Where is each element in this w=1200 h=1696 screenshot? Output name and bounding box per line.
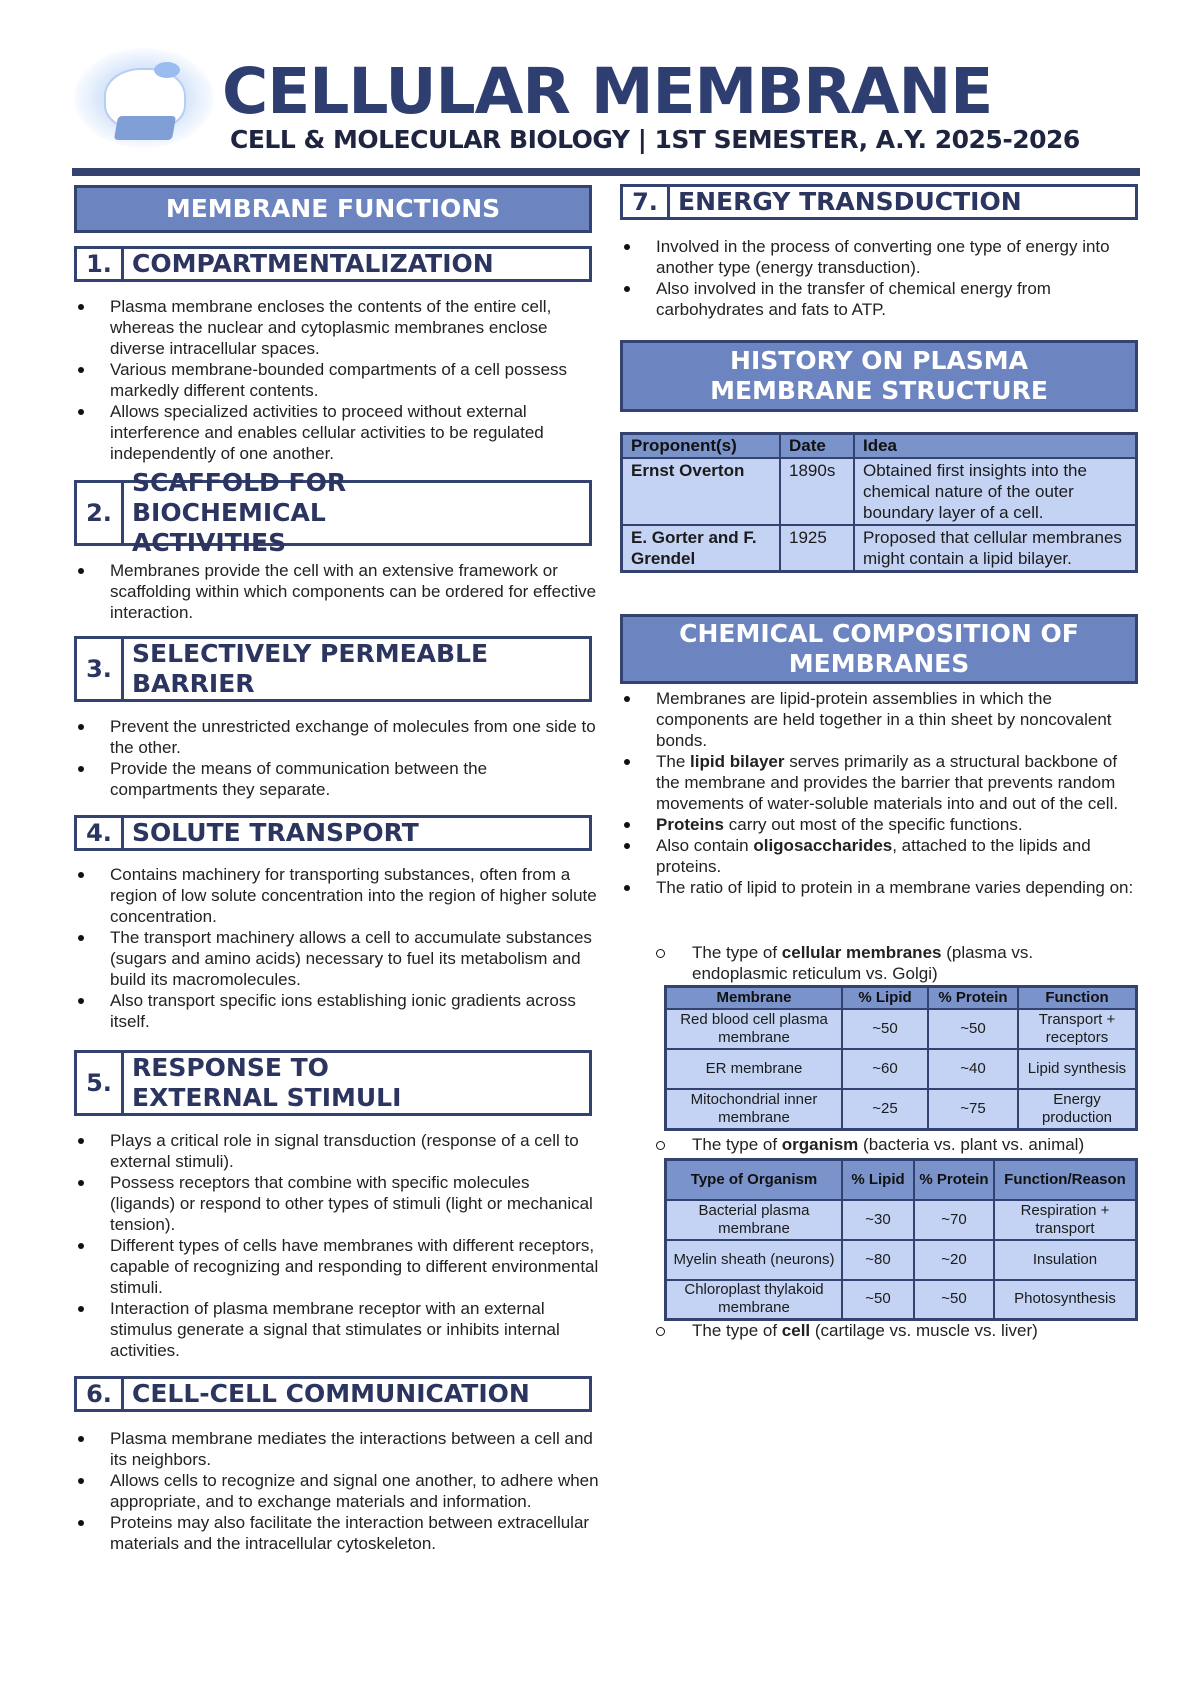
list-item: Contains machinery for transporting substances, often from a region of low solute concentration into the region of higher solute concentration. bbox=[74, 864, 599, 927]
table-cell: Lipid synthesis bbox=[1018, 1049, 1137, 1089]
ratio-sublist-3 bbox=[656, 1320, 1136, 1341]
list-item: Plasma membrane encloses the contents of the entire cell, whereas the nuclear and cytoplasmic membranes enclose diverse intracellular spaces. bbox=[74, 296, 599, 359]
section-6-header bbox=[74, 1376, 592, 1412]
table-row bbox=[622, 525, 1137, 572]
table-cell: ~75 bbox=[928, 1089, 1018, 1129]
table-cell: ~80 bbox=[842, 1240, 914, 1280]
membrane-ratio-table bbox=[664, 985, 1138, 1131]
section-5-list bbox=[74, 1130, 599, 1361]
list-item: Involved in the process of converting one type of energy into another type (energy transduction). bbox=[620, 236, 1140, 278]
table-header-row bbox=[666, 1160, 1137, 1200]
table-row bbox=[666, 1280, 1137, 1320]
table-cell: ~60 bbox=[842, 1049, 928, 1089]
list-item: Plasma membrane mediates the interactions between a cell and its neighbors. bbox=[74, 1428, 599, 1470]
table-cell: Bacterial plasma membrane bbox=[666, 1200, 843, 1240]
column-header: % Protein bbox=[928, 987, 1018, 1010]
table-cell: ~20 bbox=[914, 1240, 994, 1280]
composition-banner: CHEMICAL COMPOSITION OF MEMBRANES bbox=[620, 614, 1138, 684]
table-row bbox=[622, 458, 1137, 525]
page-title: CELLULAR MEMBRANE bbox=[222, 55, 993, 128]
table-cell: Respiration + transport bbox=[994, 1200, 1137, 1240]
table-cell: 1925 bbox=[780, 525, 854, 572]
mascot-bow bbox=[154, 62, 180, 78]
list-item: Proteins may also facilitate the interaction between extracellular materials and the intracellular cytoskeleton. bbox=[74, 1512, 599, 1554]
table-cell: Energy production bbox=[1018, 1089, 1137, 1129]
list-item: The transport machinery allows a cell to accumulate substances (sugars and amino acids) necessary to fuel its metabolism and build its macromolecules. bbox=[74, 927, 599, 990]
list-item: Various membrane-bounded compartments of a cell possess markedly different contents. bbox=[74, 359, 599, 401]
table-cell: ~30 bbox=[842, 1200, 914, 1240]
section-title: ENERGY TRANSDUCTION bbox=[678, 187, 1022, 216]
section-title: CELL-CELL COMMUNICATION bbox=[132, 1379, 530, 1408]
list-item: Allows cells to recognize and signal one another, to adhere when appropriate, and to exchange materials and information. bbox=[74, 1470, 599, 1512]
section-2-list bbox=[74, 560, 599, 623]
column-header: Membrane bbox=[666, 987, 843, 1010]
list-item: Proteins carry out most of the specific functions. bbox=[620, 814, 1140, 835]
section-number: 3. bbox=[77, 639, 124, 699]
table-row bbox=[666, 1009, 1137, 1049]
page-subtitle: CELL & MOLECULAR BIOLOGY | 1ST SEMESTER, A.Y. 2025-2026 bbox=[230, 125, 1080, 154]
list-item: Also contain oligosaccharides, attached to the lipids and proteins. bbox=[620, 835, 1140, 877]
section-4-header bbox=[74, 815, 592, 851]
list-item: Allows specialized activities to proceed without external interference and enables cellular activities to be regulated independently of one another. bbox=[74, 401, 599, 464]
table-cell: ~50 bbox=[842, 1280, 914, 1320]
table-row bbox=[666, 1049, 1137, 1089]
table-cell: ~50 bbox=[914, 1280, 994, 1320]
table-header-row bbox=[622, 434, 1137, 459]
section-title: COMPARTMENTALIZATION bbox=[132, 249, 494, 278]
table-row bbox=[666, 1089, 1137, 1129]
ratio-sublist-2 bbox=[656, 1134, 1136, 1155]
list-item: Also involved in the transfer of chemical energy from carbohydrates and fats to ATP. bbox=[620, 278, 1140, 320]
section-7-header bbox=[620, 184, 1138, 220]
table-cell: Mitochondrial inner membrane bbox=[666, 1089, 843, 1129]
column-header: % Lipid bbox=[842, 1160, 914, 1200]
table-cell: E. Gorter and F. Grendel bbox=[622, 525, 781, 572]
section-3-header bbox=[74, 636, 592, 702]
column-header: Idea bbox=[854, 434, 1137, 459]
table-cell: Myelin sheath (neurons) bbox=[666, 1240, 843, 1280]
table-cell: 1890s bbox=[780, 458, 854, 525]
column-header: Date bbox=[780, 434, 854, 459]
section-title: RESPONSE TO EXTERNAL STIMULI bbox=[132, 1053, 402, 1112]
column-header: Type of Organism bbox=[666, 1160, 843, 1200]
list-item: The ratio of lipid to protein in a membrane varies depending on: bbox=[620, 877, 1140, 898]
list-item: Membranes are lipid-protein assemblies in which the components are held together in a thin sheet by noncovalent bonds. bbox=[620, 688, 1140, 751]
list-item: Possess receptors that combine with specific molecules (ligands) or respond to other types of stimuli (light or mechanical tension). bbox=[74, 1172, 599, 1235]
section-6-list bbox=[74, 1428, 599, 1554]
section-number: 4. bbox=[77, 818, 124, 848]
table-cell: ER membrane bbox=[666, 1049, 843, 1089]
section-title: SOLUTE TRANSPORT bbox=[132, 818, 419, 847]
section-2-header bbox=[74, 468, 592, 557]
list-item: Prevent the unrestricted exchange of molecules from one side to the other. bbox=[74, 716, 599, 758]
mascot-book bbox=[114, 116, 176, 140]
table-row bbox=[666, 1200, 1137, 1240]
list-item: Interaction of plasma membrane receptor with an external stimulus generate a signal that stimulates or inhibits internal activities. bbox=[74, 1298, 599, 1361]
history-banner: HISTORY ON PLASMA MEMBRANE STRUCTURE bbox=[620, 340, 1138, 412]
table-cell: Photosynthesis bbox=[994, 1280, 1137, 1320]
list-item: Membranes provide the cell with an extensive framework or scaffolding within which components can be ordered for effective interaction. bbox=[74, 560, 599, 623]
table-header-row bbox=[666, 987, 1137, 1010]
sub-list-item: The type of organism (bacteria vs. plant vs. animal) bbox=[656, 1134, 1136, 1155]
table-cell: ~70 bbox=[914, 1200, 994, 1240]
list-item: Different types of cells have membranes with different receptors, capable of recognizing and responding to different environmental stimuli. bbox=[74, 1235, 599, 1298]
list-item: Provide the means of communication between the compartments they separate. bbox=[74, 758, 599, 800]
section-number: 1. bbox=[77, 249, 124, 279]
section-4-list bbox=[74, 864, 599, 1032]
table-cell: Proposed that cellular membranes might contain a lipid bilayer. bbox=[854, 525, 1137, 572]
table-cell: Ernst Overton bbox=[622, 458, 781, 525]
table-cell: ~50 bbox=[928, 1009, 1018, 1049]
table-cell: Red blood cell plasma membrane bbox=[666, 1009, 843, 1049]
section-number: 6. bbox=[77, 1379, 124, 1409]
list-item: The lipid bilayer serves primarily as a structural backbone of the membrane and provides the barrier that prevents random movements of water-soluble materials into and out of the cell. bbox=[620, 751, 1140, 814]
list-item: Also transport specific ions establishing ionic gradients across itself. bbox=[74, 990, 599, 1032]
section-7-list bbox=[620, 236, 1140, 320]
sub-list-item: The type of cellular membranes (plasma vs. endoplasmic reticulum vs. Golgi) bbox=[656, 942, 1096, 984]
table-cell: ~50 bbox=[842, 1009, 928, 1049]
header-divider bbox=[72, 168, 1140, 176]
composition-list bbox=[620, 688, 1140, 898]
sub-list-item: The type of cell (cartilage vs. muscle vs. liver) bbox=[656, 1320, 1136, 1341]
column-header: Function bbox=[1018, 987, 1137, 1010]
section-title: SCAFFOLD FOR BIOCHEMICAL ACTIVITIES bbox=[132, 468, 347, 557]
section-title: SELECTIVELY PERMEABLE BARRIER bbox=[132, 639, 489, 698]
section-1-list bbox=[74, 296, 599, 464]
list-item: Plays a critical role in signal transduction (response of a cell to external stimuli). bbox=[74, 1130, 599, 1172]
section-number: 5. bbox=[77, 1053, 124, 1113]
mascot-logo bbox=[74, 48, 214, 148]
section-number: 2. bbox=[77, 483, 124, 543]
column-header: % Lipid bbox=[842, 987, 928, 1010]
section-1-header bbox=[74, 246, 592, 282]
membrane-functions-banner: MEMBRANE FUNCTIONS bbox=[74, 185, 592, 233]
organism-ratio-table bbox=[664, 1158, 1138, 1321]
table-cell: Transport + receptors bbox=[1018, 1009, 1137, 1049]
table-row bbox=[666, 1240, 1137, 1280]
table-cell: Chloroplast thylakoid membrane bbox=[666, 1280, 843, 1320]
table-cell: ~25 bbox=[842, 1089, 928, 1129]
column-header: Function/Reason bbox=[994, 1160, 1137, 1200]
section-number: 7. bbox=[623, 187, 670, 217]
section-3-list bbox=[74, 716, 599, 800]
section-5-header bbox=[74, 1050, 592, 1116]
column-header: % Protein bbox=[914, 1160, 994, 1200]
history-table bbox=[620, 432, 1138, 573]
table-cell: Insulation bbox=[994, 1240, 1137, 1280]
column-header: Proponent(s) bbox=[622, 434, 781, 459]
table-cell: ~40 bbox=[928, 1049, 1018, 1089]
ratio-sublist-1 bbox=[656, 942, 1096, 984]
table-cell: Obtained first insights into the chemical nature of the outer boundary layer of a cell. bbox=[854, 458, 1137, 525]
